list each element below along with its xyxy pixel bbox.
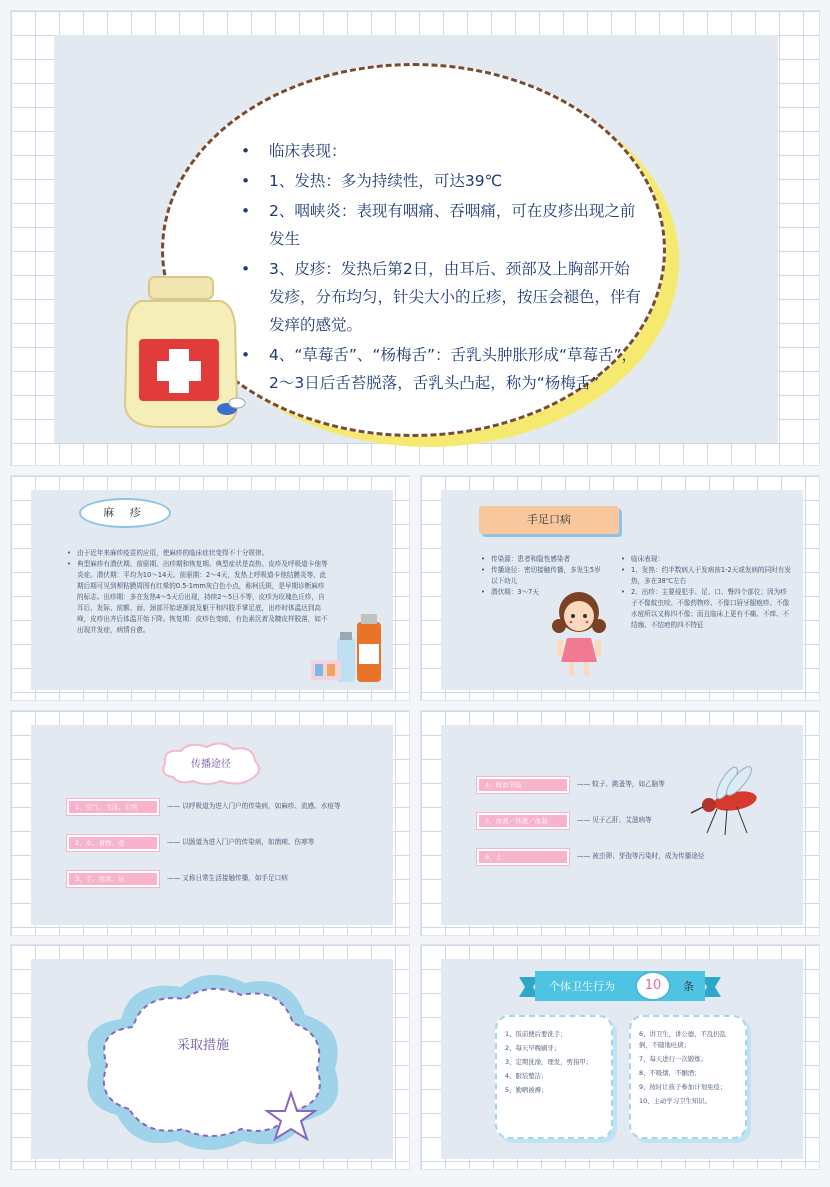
route-desc: —— 蚊子、跳蚤等，如乙脑等 bbox=[577, 780, 665, 788]
route-desc: —— 又称日常生活接触传播，如手足口病 bbox=[167, 874, 288, 882]
medicine-bottles-icon bbox=[307, 612, 387, 684]
girl-illustration-icon bbox=[549, 586, 609, 682]
list-item: • 由于近年来麻疹疫苗的应用，使麻疹的临床症状变得不十分规律。 bbox=[67, 548, 329, 559]
list-item: • 2、咽峡炎：表现有咽痛、吞咽痛，可在皮疹出现之前发生 bbox=[241, 197, 641, 253]
route-row bbox=[67, 871, 387, 891]
slide-measles bbox=[10, 475, 410, 701]
route-desc: —— 以呼吸道为进入门户的传染病，如麻疹、流感、水痘等 bbox=[167, 802, 341, 810]
hygiene-card-left bbox=[495, 1015, 613, 1139]
slide-hygiene-behaviors bbox=[420, 944, 820, 1170]
route-tag: 6、土 bbox=[477, 849, 569, 865]
hfm-right-text bbox=[621, 554, 793, 631]
list-item: 4、服装整洁； bbox=[505, 1072, 548, 1080]
route-tag: 1、空气、飞沫、尘埃 bbox=[67, 799, 159, 815]
measles-title: 麻 疹 bbox=[79, 498, 171, 528]
list-item: • 临床表现： bbox=[621, 554, 793, 565]
ribbon-unit: 条 bbox=[683, 980, 694, 993]
list-item: • 3、皮疹：发热后第2日，由耳后、颈部及上胸部开始发疹，分布均匀，针尖大小的丘疹，按压会褪色，伴有发痒的感觉。 bbox=[241, 255, 641, 339]
ribbon-number: 10 bbox=[635, 971, 671, 1001]
list-item: • 1、发热：约半数病人于发病前1-2天或发病的同时有发热，多在38℃左右 bbox=[621, 565, 793, 587]
route-row bbox=[477, 849, 797, 869]
list-item: 1、饭前便后要洗手； bbox=[505, 1030, 567, 1038]
list-item: 8、不吸烟，不酗酒； bbox=[639, 1069, 701, 1077]
list-item: • 临床表现： bbox=[241, 137, 641, 165]
list-item: • 4、“草莓舌”、“杨梅舌”：舌乳头肿胀形成“草莓舌”，2～3日后舌苔脱落，舌乳头凸起，称为“杨梅舌” bbox=[241, 341, 641, 397]
hygiene-card-right bbox=[629, 1015, 747, 1139]
list-item: • 2、出疹：主要侵犯手、足、口、臀四个部位；因为疹子不像蚊虫咬、不像药物疹、不像口唇牙龈疱疹、不像水痘所以又称四不像；而且临床上更有不痛、不痒、不结痂、不结疤的四不特征 bbox=[621, 587, 793, 631]
slide-clinical-features bbox=[10, 10, 820, 466]
list-item: • 传播途径：密切接触传播，多发生5岁以下幼儿 bbox=[481, 565, 607, 587]
measures-title: 采取措施 bbox=[177, 1038, 230, 1053]
list-item: 6、讲卫生，讲公德，不乱扔乱倒，不随地吐痰； bbox=[639, 1030, 727, 1049]
route-row bbox=[67, 835, 387, 855]
route-tag: 5、血液／体液／血制 bbox=[477, 813, 569, 829]
routes-title-cloud bbox=[159, 741, 263, 787]
slide-transmission-routes bbox=[10, 710, 410, 936]
clinical-list bbox=[241, 137, 641, 399]
slide-transmission-routes-2 bbox=[420, 710, 820, 936]
list-item: • 传染源：患者和隐性感染者 bbox=[481, 554, 607, 565]
route-desc: —— 以肠道为进入门户的传染病，如菌痢、伤寒等 bbox=[167, 838, 315, 846]
slide-measures bbox=[10, 944, 410, 1170]
route-desc: —— 见于乙肝、艾滋病等 bbox=[577, 816, 652, 824]
list-item: • 典型麻疹有潜伏期、前驱期、出疹期和恢复期。典型症状是高热、皮疹及呼吸道卡他等炎症。潜伏期：平均为10～14天。前驱期：2～4天，发热上呼吸道卡他结膜炎等，此期后期可见到颊粘膜周围有红晕的0.5-1mm灰白色小点，称柯氏斑，是早期诊断麻疹的标志。出疹期：多在发热4～5天后出现，持续2～5日不等，皮疹为玫瑰色丘疹，自耳后、发际、前额、面、颈部开始逐渐波及躯干和四肢手掌足底，出疹时体温达到高峰，皮疹出齐后体温开始下降。恢复期：皮疹色变暗，有色素沉着及糠皮样脱落，如不出现并发症，病情自愈。 bbox=[67, 559, 329, 636]
hfm-title: 手足口病 bbox=[479, 506, 619, 534]
route-tag: 3、手、用具、玩 bbox=[67, 871, 159, 887]
list-item: 10、主动学习卫生知识。 bbox=[639, 1097, 712, 1105]
list-item: 3、定期洗澡，理发，剪指甲； bbox=[505, 1058, 593, 1066]
list-item: • 1、发热：多为持续性，可达39℃ bbox=[241, 167, 641, 195]
list-item: 7、每天进行一次锻炼； bbox=[639, 1055, 707, 1063]
route-tag: 4、吸血节肢 bbox=[477, 777, 569, 793]
list-item: 2、每天早晚刷牙； bbox=[505, 1044, 561, 1052]
cloud-icon bbox=[77, 965, 347, 1155]
list-item: • 潜伏期：3～7天 bbox=[481, 587, 607, 598]
medicine-jar-icon bbox=[119, 275, 249, 435]
ribbon-title: 个体卫生行为 bbox=[549, 980, 615, 993]
measles-text bbox=[67, 548, 329, 636]
route-desc: —— 被虫卵、芽孢等污染时，成为传播途径 bbox=[577, 852, 705, 860]
routes-title: 传播途径 bbox=[191, 759, 231, 770]
list-item: 5、勤晒被褥； bbox=[505, 1086, 548, 1094]
route-tag: 2、水、食物、苍 bbox=[67, 835, 159, 851]
list-item: 9、按时让孩子参加计划免疫； bbox=[639, 1083, 727, 1091]
mosquito-icon bbox=[687, 763, 767, 837]
slide-hand-foot-mouth bbox=[420, 475, 820, 701]
route-row bbox=[67, 799, 387, 819]
